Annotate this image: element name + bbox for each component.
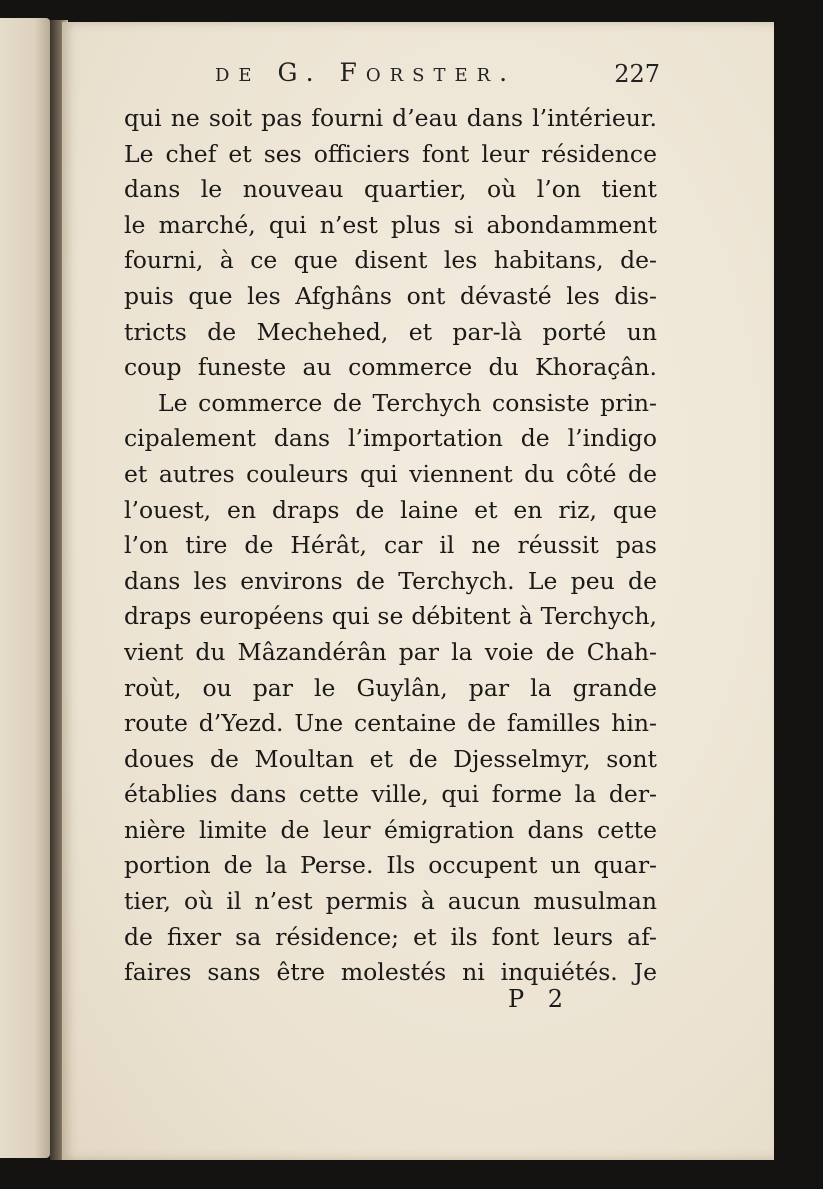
text-line: roùt, ou par le Guylân, par la grande	[124, 673, 657, 702]
text-line: route d’Yezd. Une centaine de familles hin-	[124, 709, 657, 738]
text-line: et autres couleurs qui viennent du côté de	[124, 459, 657, 488]
text-line: cipalement dans l’importation de l’indigo	[124, 424, 657, 453]
text-line: qui ne soit pas fourni d’eau dans l’intérieur.	[124, 104, 657, 132]
text-line: l’on tire de Hérât, car il ne réussit pas	[124, 531, 657, 560]
text-line: de fixer sa résidence; et ils font leurs af-	[124, 922, 657, 951]
text-line: tricts de Mechehed, et par-là porté un	[124, 317, 657, 346]
text-line: faires sans être molestés ni inquiétés. Je	[124, 958, 657, 987]
page-header	[165, 58, 660, 94]
text-line: dans les environs de Terchych. Le peu de	[124, 566, 657, 595]
text-line: draps européens qui se débitent à Terchych,	[124, 602, 657, 631]
text-line: dans le nouveau quartier, où l’on tient	[124, 175, 657, 204]
text-line: vient du Mâzandérân par la voie de Chah-	[124, 637, 657, 666]
text-line: Le chef et ses officiers font leur résidence	[124, 139, 657, 168]
text-line: portion de la Perse. Ils occupent un quar-	[124, 851, 657, 880]
paragraph-start-line: Le commerce de Terchych consiste prin-	[158, 388, 657, 417]
text-line: doues de Moultan et de Djesselmyr, sont	[124, 744, 657, 773]
text-line: tier, où il n’est permis à aucun musulman	[124, 887, 657, 916]
text-line: nière limite de leur émigration dans cette	[124, 815, 657, 844]
text-line: l’ouest, en draps de laine et en riz, que	[124, 495, 657, 524]
signature-mark: P 2	[508, 985, 572, 1013]
body-text	[124, 101, 657, 991]
page-number: 227	[614, 60, 660, 88]
text-line: puis que les Afghâns ont dévasté les dis-	[124, 281, 657, 310]
running-title: de G. Forster.	[215, 58, 517, 87]
text-line: le marché, qui n’est plus si abondamment	[124, 210, 657, 239]
text-line: établies dans cette ville, qui forme la der-	[124, 780, 657, 809]
previous-page-edge	[0, 18, 50, 1158]
text-line: coup funeste au commerce du Khoraçân.	[124, 353, 657, 382]
text-line: fourni, à ce que disent les habitans, de-	[124, 246, 657, 275]
